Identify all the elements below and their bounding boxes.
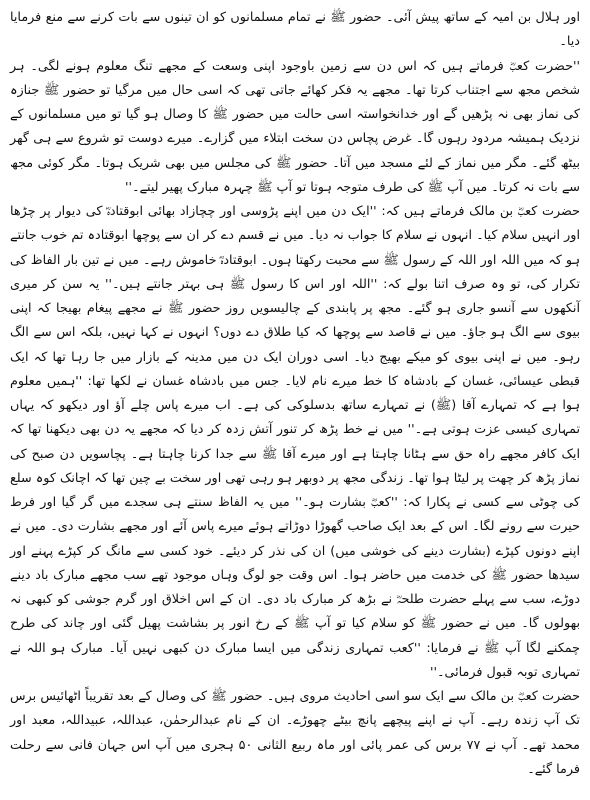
paragraph: حضرت کعبؓ بن مالک فرماتے ہیں کہ: ''ایک دن میں اپنے پڑوسی اور چچازاد بھائی ابوقتادہؓ کی دیوار پر چڑھا اور انہیں سلام کیا۔ انہوں نے سلام کا جواب نہ دیا۔ میں نے قسم دے کر ان سے پوچھا ابوقتادہ تم خوب جانتے ہو کہ میں اللہ اور اللہ کے رسول ﷺ سے محبت رکھتا ہوں۔ ابوقتادہؓ خاموش رہے۔ میں نے تین بار الفاظ کی تکرار کی، تو وہ صرف اتنا بولے کہ: ''اللہ اور اس کا رسول ﷺ ہی بہتر جانتے ہیں۔'' یہ سن کر میری آنکھوں سے آنسو جاری ہو گئے۔ مجھ پر پابندی کے چالیسویں روز حضور ﷺ نے مجھے پیغام بھیجا کہ اپنی بیوی سے الگ ہو جاؤ۔ میں نے قاصد سے پوچھا کہ کیا طلاق دے دوں؟ انہوں نے کہا نہیں، بلکہ اس سے الگ رہو۔ میں نے اپنی بیوی کو میکے بھیج دیا۔ اسی دوران ایک دن میں مدینہ کے بازار میں جا رہا تھا کہ ایک قبطی عیسائی، غسان کے بادشاہ کا خط میرے نام لایا۔ جس میں بادشاہ غسان نے لکھا تھا: ''ہمیں معلوم ہوا ہے کہ تمہارے آقا (ﷺ) نے تمہارے ساتھ بدسلوکی کی ہے۔ اب میرے پاس چلے آؤ اور دیکھو کہ یہاں تمہاری کیسی عزت ہوتی ہے۔'' میں نے خط پڑھ کر تنور آتش زدہ کر دیا کہ مجھے یہ دن بھی دیکھنا تھا کہ ایک کافر مجھے راہ حق سے ہٹانا چاہتا ہے اور میرے آقا ﷺ سے جدا کرنا چاہتا ہے۔ پچاسویں دن صبح کی نماز پڑھ کر چھت پر لیٹا ہوا تھا۔ زندگی مجھ پر دوبھر ہو رہی تھی اور سخت بے چین تھا کہ اچانک کوہ سلع کی چوٹی سے کسی نے پکارا کہ: ''کعبؓ بشارت ہو۔'' میں یہ الفاظ سنتے ہی سجدے میں گر گیا اور فرط حیرت سے رونے لگا۔ اس کے بعد ایک صاحب گھوڑا دوڑاتے ہوئے میرے پاس آئے اور مجھے بشارت دی۔ میں نے اپنے دونوں کپڑے (بشارت دینے کی خوشی میں) ان کی نذر کر دیئے۔ خود کسی سے مانگ کر کپڑے پہنے اور سیدھا حضور ﷺ کی خدمت میں حاضر ہوا۔ اس وقت جو لوگ وہاں موجود تھے سب مجھے مبارک باد دینے دوڑے، سب سے پہلے حضرت طلحہؓ نے بڑھ کر مبارک باد دی۔ ان کے اس اخلاق اور گرم جوشی کو کبھی نہ بھولوں گا۔ میں نے حضور ﷺ کو سلام کیا تو آپ ﷺ کے رخ انور پر بشاشت پھیل گئی اور چاند کی طرح چمکنے لگا آپ ﷺ نے فرمایا: ''کعب تمہاری زندگی میں ایسا مبارک دن کبھی نہیں آیا۔ مبارک ہو اللہ نے تمہاری توبہ قبول فرمائی۔'' <box>10 204 580 680</box>
article-body <box>10 6 580 782</box>
paragraph: اور ہلال بن امیہ کے ساتھ پیش آئی۔ حضور ﷺ نے تمام مسلمانوں کو ان تینوں سے بات کرنے سے منع فرمایا دیا۔ <box>10 10 580 50</box>
paragraph: حضرت کعبؓ بن مالک سے ایک سو اسی احادیث مروی ہیں۔ حضور ﷺ کی وصال کے بعد تقریباً اٹھائیس برس تک آپ زندہ رہے۔ آپ نے اپنے پیچھے پانچ بیٹے چھوڑے۔ ان کے نام عبدالرحمٰن، عبداللہ، عبیداللہ، معبد اور محمد تھے۔ آپ نے ۷۷ برس کی عمر پائی اور ماہ ربیع الثانی ۵۰ ہجری میں آپ اس جہان فانی سے رحلت فرما گئے۔ <box>10 689 580 777</box>
paragraph: ''حضرت کعبؓ فرماتے ہیں کہ اس دن سے زمین باوجود اپنی وسعت کے مجھے تنگ معلوم ہونے لگی۔ ہر شخص مجھ سے اجتناب کرتا تھا۔ مجھے یہ فکر کھائے جاتی تھی کہ اسی حال میں مرگیا تو حضور ﷺ جنازہ کی نماز بھی نہ پڑھیں گے اور خدانخواستہ اسی حالت میں حضور ﷺ کا وصال ہو گیا تو میں مسلمانوں کے نزدیک ہمیشہ مردود رہوں گا۔ غرض پچاس دن سخت ابتلاء میں گزارے۔ میرے دوست تو شروع سے ہی گھر بیٹھ گئے۔ مگر میں نماز کے لئے مسجد میں آتا۔ حضور ﷺ کی مجلس میں بھی شریک ہوتا۔ مگر کوئی مجھ سے بات نہ کرتا۔ میں آپ ﷺ کی طرف متوجہ ہوتا تو آپ ﷺ چہرہ مبارک پھیر لیتے۔'' <box>10 58 580 195</box>
